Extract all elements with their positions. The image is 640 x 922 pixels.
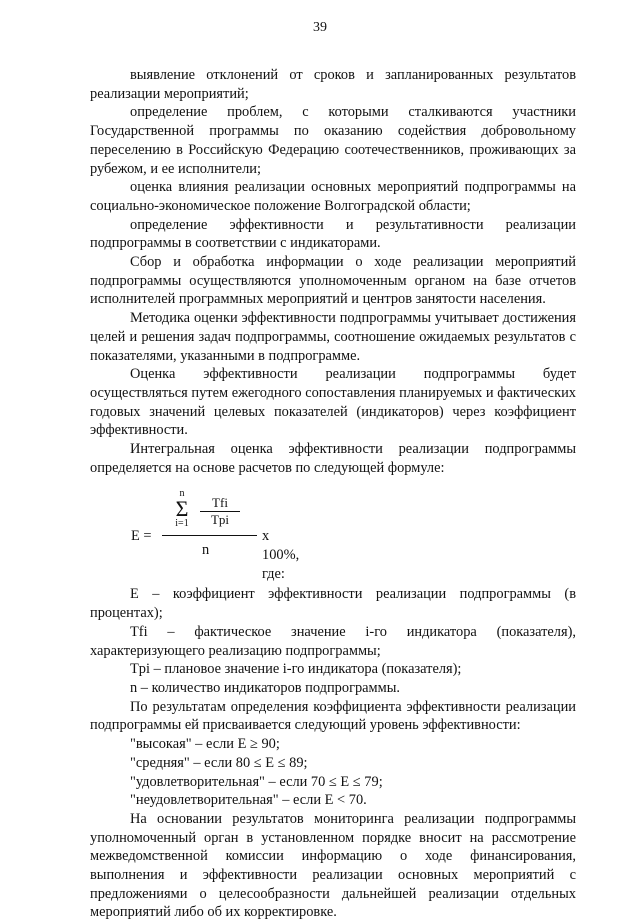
paragraph: Интегральная оценка эффективности реализации подпрограммы определяется на основе расчетов по следующей формуле: — [90, 441, 576, 476]
level-item: "высокая" – если E ≥ 90; — [130, 736, 280, 753]
level-item: "удовлетворительная" – если 70 ≤ E ≤ 79; — [130, 773, 383, 790]
sum-upper-limit: n — [179, 488, 185, 500]
document-body — [90, 66, 576, 922]
inner-numerator: Tfi — [200, 495, 240, 512]
sigma-symbol: Σ — [175, 496, 189, 522]
paragraph: n – количество индикаторов подпрограммы. — [130, 679, 401, 696]
page-number: 39 — [313, 20, 327, 35]
inner-denominator: Tpi — [210, 512, 230, 528]
paragraph: определение эффективности и результативности реализации подпрограммы в соответствии с индикаторами. — [90, 216, 576, 252]
paragraph: По результатам определения коэффициента эффективности реализации подпрограммы ей присваивается следующий уровень эффективности: — [90, 698, 576, 734]
formula-lhs: E = — [131, 528, 152, 545]
paragraph: Tfi – фактическое значение i-го индикатора (показателя), характеризующего реализацию подпрограммы; — [90, 623, 576, 659]
formula-tail: x 100%, где: — [262, 528, 300, 582]
inner-fraction — [200, 495, 240, 528]
fraction-bar — [162, 535, 257, 536]
paragraph: Tpi – плановое значение i-го индикатора (показателя); — [130, 661, 462, 678]
level-item: "средняя" – если 80 ≤ E ≤ 89; — [130, 754, 308, 771]
efficiency-formula — [90, 488, 576, 582]
outer-denominator: n — [202, 542, 210, 559]
summation — [172, 489, 192, 529]
level-item: "неудовлетворительная" – если E < 70. — [130, 792, 367, 809]
paragraph: Сбор и обработка информации о ходе реализации мероприятий подпрограммы осуществляются уполномоченным органом на базе отчетов исполнителей программных мероприятий и центров занятости населения. — [90, 254, 576, 308]
paragraph: выявление отклонений от сроков и запланированных результатов реализации мероприятий; — [90, 67, 576, 102]
paragraph: На основании результатов мониторинга реализации подпрограммы уполномоченный орган в установленном порядке вносит на рассмотрение межведомственной комиссии информацию о ходе финансирования, выполнения и эффективности реализации основных мероприятий с предложениями о целесообразности дальнейшей реализации отдельных мероприятий либо об их корректировке. — [90, 810, 576, 921]
paragraph: Оценка эффективности реализации подпрограммы будет осуществляться путем ежегодного сопоставления планируемых и фактических годовых значений целевых показателей (индикаторов) через коэффициент эффективности. — [90, 366, 576, 439]
paragraph: определение проблем, с которыми сталкиваются участники Государственной программы по оказанию содействия добровольному переселению в Российскую Федерацию соотечественников, проживающих за рубежом, и ее исполнители; — [90, 104, 576, 177]
paragraph: Методика оценки эффективности подпрограммы учитывает достижения целей и решения задач подпрограммы, соотношение ожидаемых результатов с показателями, указанными в подпрограмме. — [90, 310, 576, 364]
paragraph: E – коэффициент эффективности реализации подпрограммы (в процентах); — [90, 586, 576, 622]
sum-lower-limit: i=1 — [175, 518, 189, 530]
paragraph: оценка влияния реализации основных мероприятий подпрограммы на социально-экономическое положение Волгоградской области; — [90, 179, 576, 214]
